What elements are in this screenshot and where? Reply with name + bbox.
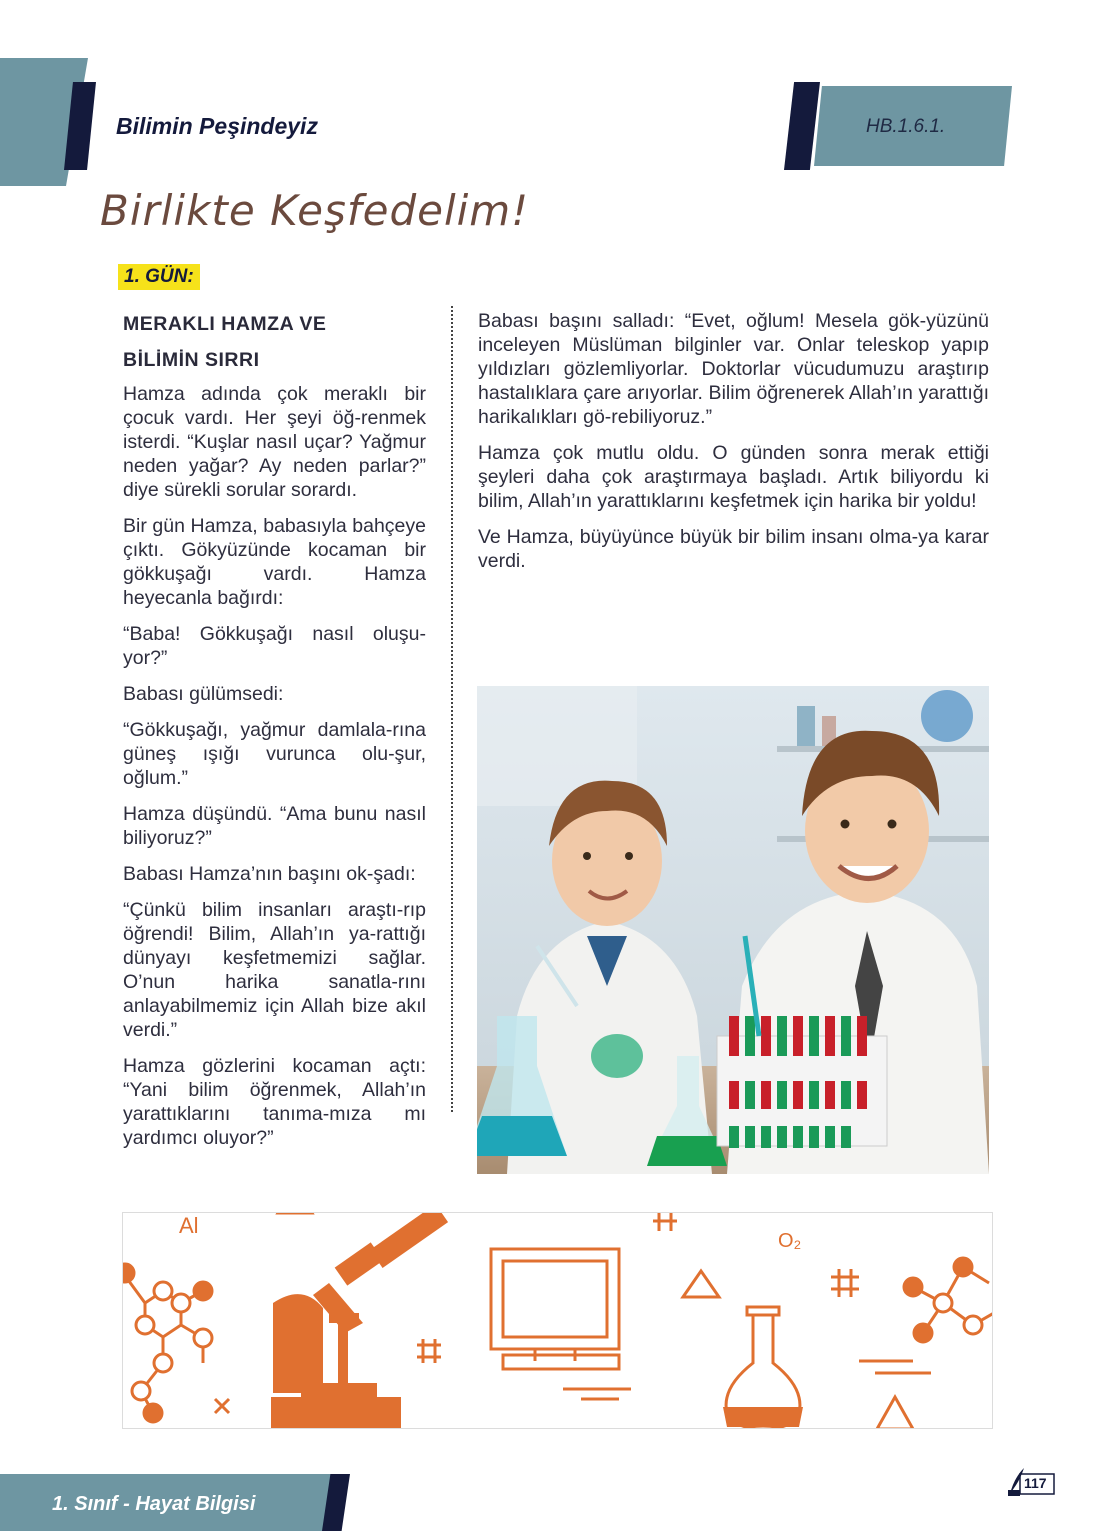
molecule-icon bbox=[859, 1258, 993, 1373]
story-paragraph: Babası gülümsedi: bbox=[123, 683, 284, 705]
page-number-badge bbox=[1006, 1466, 1056, 1498]
day-label: 1. GÜN: bbox=[118, 264, 200, 290]
page-number: 117 bbox=[1024, 1475, 1047, 1491]
page-heading: Birlikte Keşfedelim! bbox=[100, 186, 530, 235]
story-paragraph: Hamza düşündü. “Ama bunu nasıl biliyoruz?” bbox=[123, 803, 426, 849]
element-label-o2: O₂ bbox=[778, 1230, 802, 1252]
story-title-line2: BİLİMİN SIRRI bbox=[123, 349, 260, 371]
molecule-icon bbox=[123, 1264, 212, 1422]
microscope-icon bbox=[271, 1213, 448, 1429]
story-paragraph: “Gökkuşağı, yağmur damlala-rına güneş ışığı vurunca olu-şur, oğlum.” bbox=[123, 719, 426, 789]
element-label-al: Al bbox=[179, 1213, 199, 1238]
footer-course-label: 1. Sınıf - Hayat Bilgisi bbox=[52, 1493, 256, 1515]
story-paragraph: “Çünkü bilim insanları araştı-rıp öğrendi! Bilim, Allah’ın ya-rattığı dünyayı keşfetmemizi sağlar. O’nun harika sanatla-rını anlayabilmemiz için Allah bize akıl verdi.” bbox=[123, 899, 426, 1041]
story-paragraph: Hamza çok mutlu oldu. O günden sonra merak ettiği şeyleri daha çok araştırmaya başladı. Artık biliyordu ki bilim, Allah’ın yarattıklarını keşfetmek için harika bir yoldu! bbox=[478, 442, 989, 512]
story-paragraph: Hamza gözlerini kocaman açtı: “Yani bilim öğrenmek, Allah’ın yarattıklarını tanıma-mıza mı yardımcı oluyor?” bbox=[123, 1055, 426, 1149]
story-right-column bbox=[478, 309, 989, 585]
story-paragraph: “Baba! Gökkuşağı nasıl oluşu-yor?” bbox=[123, 623, 426, 669]
computer-icon bbox=[491, 1249, 631, 1399]
children-lab-photo bbox=[477, 686, 989, 1174]
story-paragraph: Bir gün Hamza, babasıyla bahçeye çıktı. Gökyüzünde kocaman bir gökkuşağı vardı. Hamza heyecanla bağırdı: bbox=[123, 515, 426, 609]
header-right-bar bbox=[784, 82, 820, 170]
story-paragraph: Babası başını salladı: “Evet, oğlum! Mesela gök-yüzünü inceleyen Müslüman bilginler var. Onlar teleskop yapıp yıldızları gözlemliyorlar. Doktorlar vücudumuzu araştırıp hastalıklara çare arıyorlar. Bilim öğrenerek Allah’ın yarattığı harikalıkları gö-rebiliyoruz.” bbox=[478, 310, 989, 428]
story-title bbox=[123, 306, 426, 378]
story-paragraph: Ve Hamza, büyüyünce büyük bir bilim insanı olma-ya karar verdi. bbox=[478, 526, 989, 572]
section-title: Bilimin Peşindeyiz bbox=[116, 113, 318, 139]
outcome-code: HB.1.6.1. bbox=[866, 116, 946, 137]
science-pattern-banner bbox=[122, 1212, 993, 1429]
story-title-line1: MERAKLI HAMZA VE bbox=[123, 313, 327, 335]
story-paragraph: Babası Hamza’nın başını ok-şadı: bbox=[123, 863, 416, 885]
story-paragraph: Hamza adında çok meraklı bir çocuk vardı. Her şeyi öğ-renmek isterdi. “Kuşlar nasıl uçar? Yağmur neden yağar? Ay neden parlar?” diye sürekli sorular sorardı. bbox=[123, 383, 426, 501]
story-left-column bbox=[123, 306, 426, 1162]
column-divider bbox=[451, 306, 453, 1112]
flask-icon bbox=[723, 1307, 803, 1429]
